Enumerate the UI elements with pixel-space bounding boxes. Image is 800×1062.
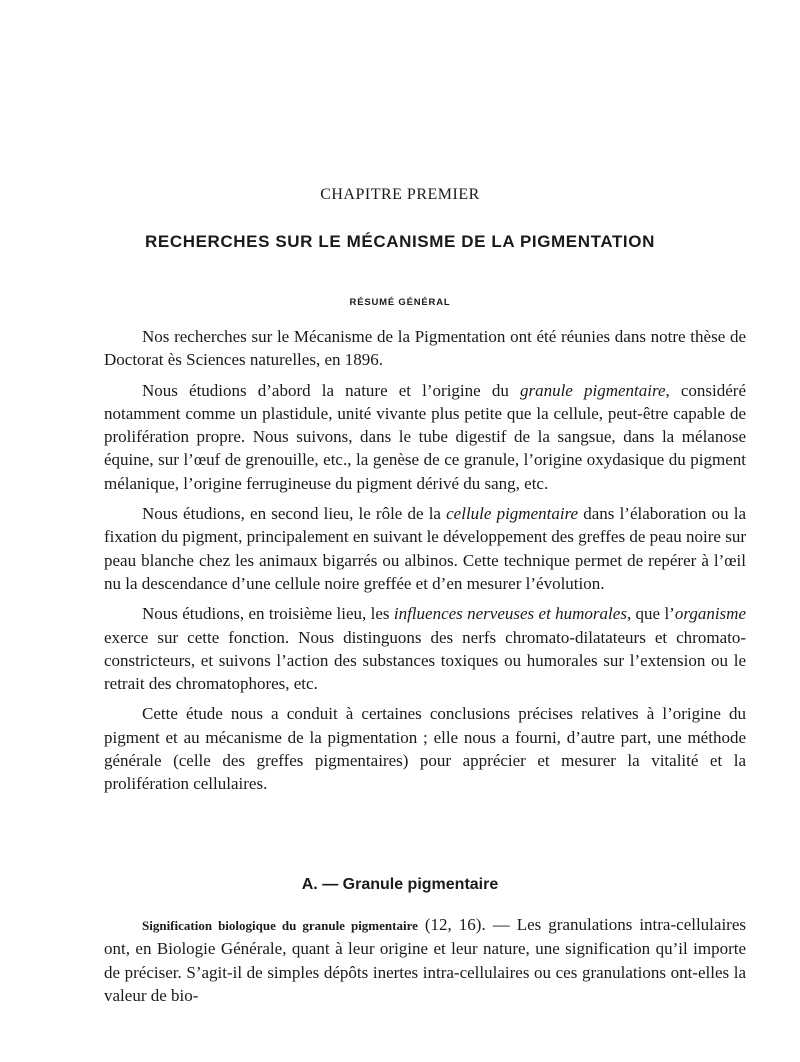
section-a-lead: Signification biologique du granule pigmentaire [142,918,418,933]
section-a-ref: (12, 16). — [417,915,517,934]
paragraph-2-text-b: , considéré notamment comme un plastidule, unité vivante plus petite que la cellule, peut-être capable de prolifération propre. Nous suivons, dans le tube digestif de la sangsue, dans la mélanose équine, sur l’œuf de grenouille, etc., la genèse de ce granule, l’origine oxydasique du pigment mélanique, l’origine ferrugineuse du pigment dérivé du sang, etc. [104,380,747,493]
chapter-title: RECHERCHES SUR LE MÉCANISME DE LA PIGMENTATION [145,232,655,251]
section-a-body [104,913,746,1007]
paragraph-4 [104,602,746,695]
summary-heading: RÉSUMÉ GÉNÉRAL [349,297,451,308]
paragraph-4-emphasis-2: organisme [674,604,746,624]
paragraph-3-text-a: Nous étudions, en second lieu, le rôle de la [142,504,447,524]
chapter-heading: CHAPITRE PREMIER [320,186,480,203]
paragraph-3-text-b: dans l’élaboration ou la fixation du pigment, principalement en suivant le développement des greffes de peau noire sur peau blanche chez les animaux bigarrés ou albinos. Cette technique permet de repérer à l’œil nu la descendance d’une cellule noire greffée et d’en mesurer l’évolution. [104,504,746,593]
paragraph-4-text-b: , que l’ [626,604,675,624]
paragraph-2 [104,379,746,495]
paragraph-4-text-a: Nous étudions, en troisième lieu, les [142,604,394,624]
section-a-text: Les granulations intra-cellulaires ont, en Biologie Générale, quant à leur origine et leur nature, une signification qu’il importe de préciser. S’agit-il de simples dépôts inertes intra-cellulaires ou ces granulations ont-elles la valeur de bio- [104,915,746,1005]
section-a-heading: A. — Granule pigmentaire [301,876,499,893]
paragraph-3-emphasis: cellule pigmentaire [446,504,579,524]
paragraph-4-emphasis-1: influences nerveuses et humorales [393,604,627,624]
paragraph-1: Nos recherches sur le Mécanisme de la Pigmentation ont été réunies dans notre thèse de Doctorat ès Sciences naturelles, en 1896. [104,327,746,370]
paragraph-2-text-a: Nous étudions d’abord la nature et l’origine du [142,380,520,400]
paragraph-3 [104,502,746,595]
paragraph-5: Cette étude nous a conduit à certaines conclusions précises relatives à l’origine du pigment et au mécanisme de la pigmentation ; elle nous a fourni, d’autre part, une méthode générale (celle des greffes pigmentaires) pour apprécier et mesurer la vitalité et la prolifération cellulaires. [104,704,746,794]
paragraph-2-emphasis: granule pigmentaire [519,380,666,400]
section-a-paragraph [104,913,746,1007]
summary-body [104,325,746,803]
paragraph-4-text-c: exerce sur cette fonction. Nous distinguons des nerfs chromato-dilatateurs et chromato-constricteurs, et suivons l’action des substances toxiques ou humorales sur l’extension ou le retrait des chromatophores, etc. [104,627,746,694]
